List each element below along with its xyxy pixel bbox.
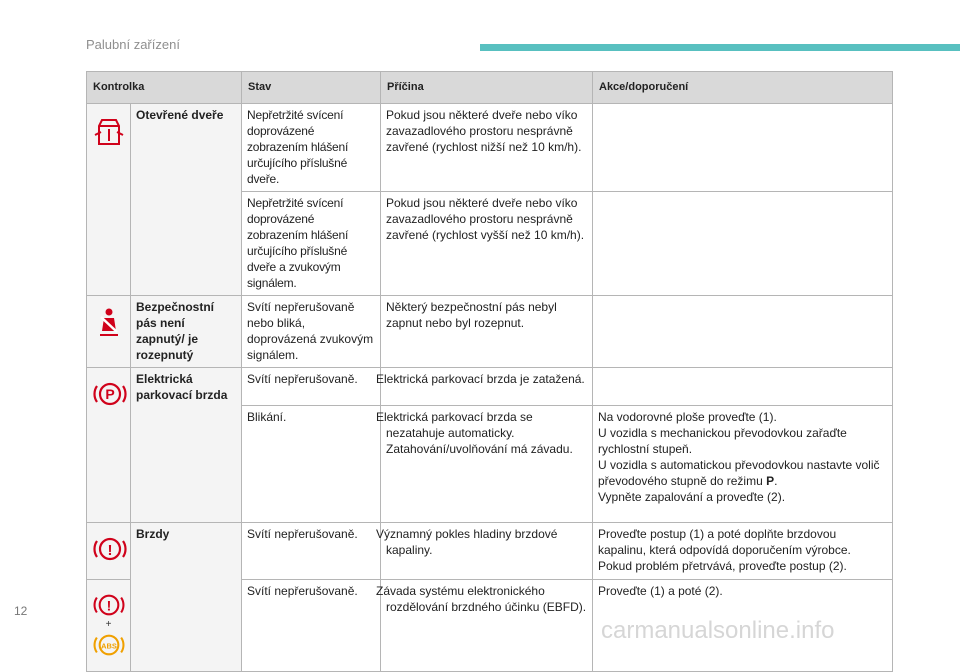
state-cell: Blikání. bbox=[242, 406, 381, 523]
header-accent-bar bbox=[480, 44, 960, 51]
action-cell bbox=[593, 368, 893, 406]
state-cell: Svítí nepřerušovaně. bbox=[242, 523, 381, 580]
column-header-pricina: Příčina bbox=[381, 72, 593, 104]
action-line: Vypněte zapalování a proveďte (2). bbox=[598, 490, 786, 504]
action-cell: Proveďte (1) a poté (2). bbox=[593, 580, 893, 672]
column-header-akce: Akce/doporučení bbox=[593, 72, 893, 104]
door-open-icon bbox=[87, 104, 131, 296]
svg-text:!: ! bbox=[106, 597, 112, 614]
action-cell bbox=[593, 192, 893, 296]
warning-lights-table bbox=[86, 71, 893, 672]
cause-cell: Závada systému elektronického rozdělování brzdného účinku (EBFD). bbox=[381, 580, 593, 672]
svg-text:ABS: ABS bbox=[101, 641, 117, 651]
svg-text:!: ! bbox=[107, 542, 113, 559]
cause-cell: Některý bezpečnostní pás nebyl zapnut nebo byl rozepnut. bbox=[381, 296, 593, 368]
table-header-row bbox=[87, 72, 893, 104]
table-row bbox=[87, 296, 893, 368]
action-cell bbox=[593, 406, 893, 523]
state-cell: Svítí nepřerušovaně. bbox=[242, 580, 381, 672]
plus-sign: + bbox=[105, 619, 112, 630]
action-punct: . bbox=[774, 474, 778, 488]
state-cell: Svítí nepřerušovaně nebo bliká, doprovázená zvukovým signálem. bbox=[242, 296, 381, 368]
action-line: Na vodorovné ploše proveďte (1). bbox=[598, 410, 777, 424]
action-cell bbox=[593, 296, 893, 368]
cause-cell: Pokud jsou některé dveře nebo víko zavazadlového prostoru nesprávně zavřené (rychlost nižší než 10 km/h). bbox=[381, 104, 593, 192]
warning-name: Bezpečnostní pás není zapnutý/ je rozepnutý bbox=[131, 296, 242, 368]
cause-cell: Významný pokles hladiny brzdové kapaliny. bbox=[381, 523, 593, 580]
brake-abs-icon-group bbox=[87, 580, 131, 672]
brake-warning-icon bbox=[92, 591, 126, 619]
svg-text:P: P bbox=[105, 386, 115, 402]
page-number: 12 bbox=[14, 604, 28, 618]
seatbelt-icon bbox=[87, 296, 131, 368]
state-cell: Nepřetržité svícení doprovázené zobrazením hlášení určujícího příslušné dveře a zvukovým signálem. bbox=[242, 192, 381, 296]
warning-name: Otevřené dveře bbox=[131, 104, 242, 296]
table-row bbox=[87, 368, 893, 406]
state-cell: Nepřetržité svícení doprovázené zobrazením hlášení určujícího příslušné dveře. bbox=[242, 104, 381, 192]
table-row bbox=[87, 104, 893, 192]
state-cell: Svítí nepřerušovaně. bbox=[242, 368, 381, 406]
abs-icon bbox=[92, 631, 126, 659]
table-row bbox=[87, 523, 893, 580]
watermark: carmanualsonline.info bbox=[601, 617, 835, 644]
cause-cell: Elektrická parkovací brzda je zatažená. bbox=[381, 368, 593, 406]
column-header-kontrolka: Kontrolka bbox=[87, 72, 242, 104]
action-line: U vozidla s automatickou převodovkou nastavte volič převodového stupně do režimu bbox=[598, 458, 880, 488]
parking-brake-icon bbox=[87, 368, 131, 523]
column-header-stav: Stav bbox=[242, 72, 381, 104]
warning-name: Elektrická parkovací brzda bbox=[131, 368, 242, 523]
action-line: U vozidla s mechanickou převodovkou zařaďte rychlostní stupeň. bbox=[598, 426, 847, 456]
cause-cell: Pokud jsou některé dveře nebo víko zavazadlového prostoru nesprávně zavřené (rychlost vyšší než 10 km/h). bbox=[381, 192, 593, 296]
warning-name: Brzdy bbox=[131, 523, 242, 672]
cause-cell: Elektrická parkovací brzda se nezatahuje automaticky. Zatahování/uvolňování má závadu. bbox=[381, 406, 593, 523]
gear-mode-label: P bbox=[766, 474, 775, 488]
section-title: Palubní zařízení bbox=[86, 37, 180, 52]
action-cell: Proveďte postup (1) a poté doplňte brzdovou kapalinu, která odpovídá doporučením výrobce. Pokud problém přetrvává, proveďte postup (2). bbox=[593, 523, 893, 580]
brake-warning-icon bbox=[87, 523, 131, 580]
action-cell bbox=[593, 104, 893, 192]
